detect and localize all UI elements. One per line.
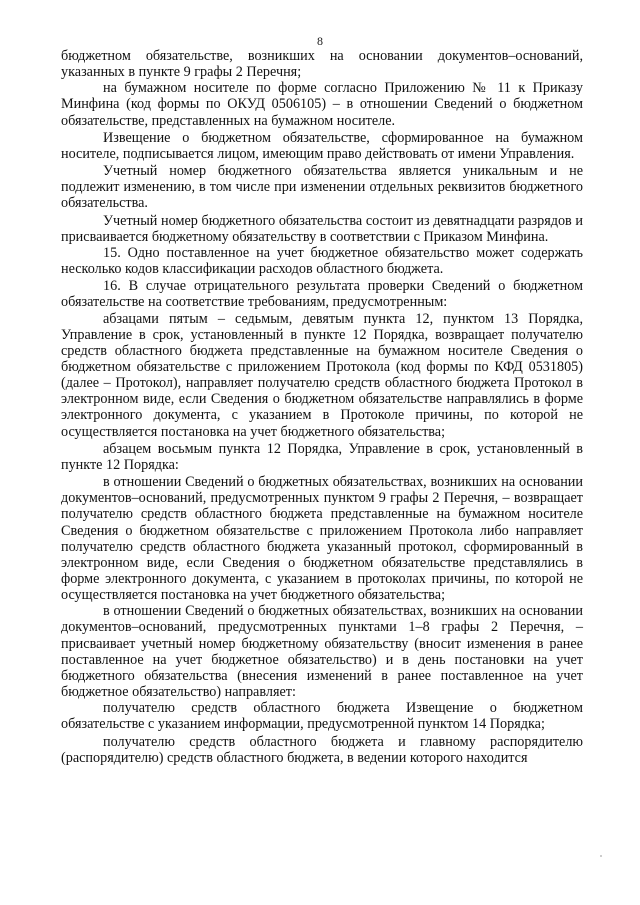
paragraph-item-16: 16. В случае отрицательного результата проверки Сведений о бюджетном обязательстве на соответствие требованиям, предусмотренным: <box>61 278 583 311</box>
paragraph-paper-form: на бумажном носителе по форме согласно Приложению № 11 к Приказу Минфина (код формы по ОКУД 0506105) – в отношении Сведений о бюджетном обязательстве, представленных на бумажном носителе. <box>61 80 583 129</box>
paragraph-clause-eight: абзацем восьмым пункта 12 Порядка, Управление в срок, установленный в пункте 12 Порядка: <box>61 440 583 473</box>
paragraph-main-administrator: получателю средств областного бюджета и главному распорядителю (распорядителю) средств областного бюджета, в ведении которого находится <box>61 733 583 766</box>
paragraph-continuation: бюджетном обязательстве, возникших на основании документов–оснований, указанных в пункте 9 графы 2 Перечня; <box>61 48 583 81</box>
paragraph-item-15: 15. Одно поставленное на учет бюджетное обязательство может содержать несколько кодов классификации расходов областного бюджета. <box>61 244 583 278</box>
paragraph-number-format: Учетный номер бюджетного обязательства состоит из девятнадцати разрядов и присваивается бюджетному обязательству в соответствии с Приказом Минфина. <box>61 212 583 245</box>
paragraph-unique-number: Учетный номер бюджетного обязательства является уникальным и не подлежит изменению, в том числе при изменении отдельных реквизитов бюджетного обязательства. <box>61 163 583 212</box>
paragraph-items-1-8-documents: в отношении Сведений о бюджетных обязательствах, возникших на основании документов–оснований, предусмотренных пунктами 1–8 графы 2 Перечня, – присваивает учетный номер бюджетному обязательству (вносит изменения в ранее поставленное на учет бюджетное обязательство) и в день постановки на учет бюджетного обязательства (внесения изменений в ранее поставленное на учет бюджетное обязательство) направляет: <box>61 603 583 701</box>
paragraph-clauses-five-seven: абзацами пятым – седьмым, девятым пункта 12, пунктом 13 Порядка, Управление в срок, установленный в пункте 12 Порядка, возвращает получателю средств областного бюджета представленные на бумажном носителе Сведения о бюджетном обязательстве с приложением Протокола (код формы по КФД 0531805) (далее – Протокол), направляет получателю средств областного бюджета Протокол в электронном виде, если Сведения о бюджетном обязательстве направлялись в форме электронного документа, с указанием в Протоколе причины, по которой не осуществляется постановка на учет бюджетного обязательства; <box>61 310 583 440</box>
paragraph-notice-recipient: получателю средств областного бюджета Извещение о бюджетном обязательстве с указанием информации, предусмотренной пунктом 14 Порядка; <box>61 700 583 733</box>
paragraph-item-9-documents: в отношении Сведений о бюджетных обязательствах, возникших на основании документов–оснований, предусмотренных пунктом 9 графы 2 Перечня, – возвращает получателю средств областного бюджета представленные на бумажном носителе Сведения о бюджетном обязательстве с приложением Протокола либо направляет получателю средств областного бюджета указанный протокол, сформированный в электронном виде, если Сведения о бюджетном обязательстве представлялись в форме электронного документа, с указанием в протоколах причины, по которой не осуществляется постановка на учет бюджетного обязательства; <box>61 474 583 604</box>
document-body <box>61 48 583 766</box>
paragraph-notice-signing: Извещение о бюджетном обязательстве, сформированное на бумажном носителе, подписывается лицом, имеющим право действовать от имени Управления. <box>61 129 583 162</box>
page-number: 8 <box>317 34 323 48</box>
scan-speck <box>600 855 602 857</box>
